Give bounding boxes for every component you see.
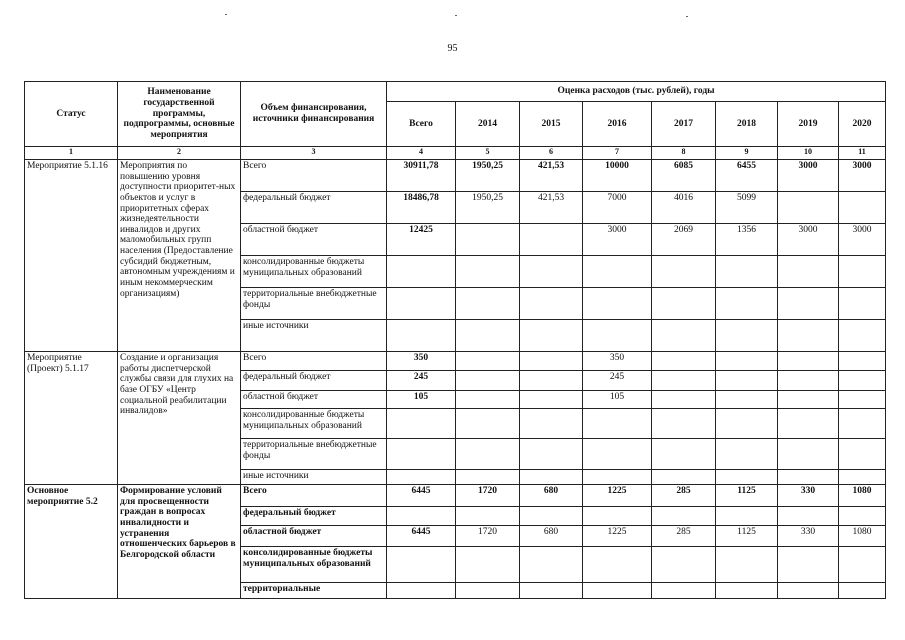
value-cell xyxy=(839,470,886,485)
value-cell: 12425 xyxy=(387,224,456,256)
funding-source-cell: Всего xyxy=(241,485,387,507)
header-year: 2020 xyxy=(839,102,886,147)
value-cell xyxy=(520,547,583,583)
column-number: 9 xyxy=(716,147,778,160)
value-cell xyxy=(387,470,456,485)
value-cell xyxy=(839,409,886,439)
header-name: Наименование государственной программы, подпрограммы, основные мероприятия xyxy=(118,82,241,147)
status-cell: Основное мероприятие 5.2 xyxy=(25,485,118,599)
funding-source-cell: федеральный бюджет xyxy=(241,371,387,391)
value-cell xyxy=(716,320,778,352)
table-row xyxy=(25,485,886,507)
value-cell xyxy=(456,507,520,526)
header-year: 2014 xyxy=(456,102,520,147)
value-cell: 245 xyxy=(583,371,652,391)
header-row xyxy=(25,82,886,102)
column-number: 11 xyxy=(839,147,886,160)
value-cell xyxy=(716,371,778,391)
value-cell: 350 xyxy=(387,352,456,371)
value-cell xyxy=(652,439,716,470)
column-number: 2 xyxy=(118,147,241,160)
scan-speck xyxy=(225,14,227,15)
value-cell: 6445 xyxy=(387,526,456,547)
value-cell xyxy=(652,352,716,371)
value-cell xyxy=(778,439,839,470)
value-cell xyxy=(839,439,886,470)
value-cell xyxy=(387,507,456,526)
value-cell: 1356 xyxy=(716,224,778,256)
value-cell xyxy=(839,371,886,391)
value-cell: 3000 xyxy=(583,224,652,256)
funding-source-cell: областной бюджет xyxy=(241,224,387,256)
column-number: 5 xyxy=(456,147,520,160)
value-cell xyxy=(520,439,583,470)
funding-source-cell: областной бюджет xyxy=(241,391,387,409)
funding-source-cell: территориальные xyxy=(241,583,387,599)
status-cell: Мероприятие (Проект) 5.1.17 xyxy=(25,352,118,485)
activity-name-cell: Формирование условий для просвещенности граждан в вопросах инвалидности и устранения отношенческих барьеров в Белгородской области xyxy=(118,485,241,599)
value-cell: 105 xyxy=(387,391,456,409)
value-cell xyxy=(387,583,456,599)
value-cell: 1080 xyxy=(839,485,886,507)
value-cell: 680 xyxy=(520,526,583,547)
value-cell xyxy=(778,288,839,320)
value-cell xyxy=(716,470,778,485)
value-cell xyxy=(778,391,839,409)
value-cell xyxy=(652,288,716,320)
value-cell xyxy=(839,547,886,583)
value-cell: 4016 xyxy=(652,192,716,224)
funding-source-cell: иные источники xyxy=(241,470,387,485)
value-cell xyxy=(778,352,839,371)
value-cell xyxy=(387,409,456,439)
value-cell xyxy=(456,439,520,470)
value-cell: 3000 xyxy=(778,224,839,256)
funding-source-cell: федеральный бюджет xyxy=(241,507,387,526)
value-cell: 1125 xyxy=(716,485,778,507)
value-cell: 1720 xyxy=(456,485,520,507)
value-cell: 105 xyxy=(583,391,652,409)
value-cell xyxy=(778,547,839,583)
value-cell xyxy=(652,470,716,485)
value-cell: 10000 xyxy=(583,160,652,192)
header-year: 2016 xyxy=(583,102,652,147)
value-cell: 1225 xyxy=(583,526,652,547)
value-cell xyxy=(520,409,583,439)
value-cell: 245 xyxy=(387,371,456,391)
value-cell: 3000 xyxy=(778,160,839,192)
value-cell: 7000 xyxy=(583,192,652,224)
value-cell: 1125 xyxy=(716,526,778,547)
value-cell xyxy=(387,256,456,288)
funding-source-cell: консолидированные бюджеты муниципальных образований xyxy=(241,256,387,288)
value-cell xyxy=(456,352,520,371)
value-cell xyxy=(520,507,583,526)
value-cell xyxy=(652,320,716,352)
value-cell xyxy=(456,320,520,352)
table-row xyxy=(25,160,886,192)
value-cell xyxy=(387,288,456,320)
value-cell xyxy=(520,470,583,485)
value-cell xyxy=(652,371,716,391)
column-number-row xyxy=(25,147,886,160)
value-cell xyxy=(716,547,778,583)
funding-source-cell: иные источники xyxy=(241,320,387,352)
column-number: 3 xyxy=(241,147,387,160)
value-cell xyxy=(456,409,520,439)
funding-source-cell: областной бюджет xyxy=(241,526,387,547)
value-cell xyxy=(778,583,839,599)
value-cell xyxy=(716,391,778,409)
value-cell xyxy=(583,439,652,470)
value-cell xyxy=(520,288,583,320)
value-cell xyxy=(778,409,839,439)
header-year: 2019 xyxy=(778,102,839,147)
value-cell: 330 xyxy=(778,526,839,547)
value-cell xyxy=(778,371,839,391)
column-number: 10 xyxy=(778,147,839,160)
value-cell: 30911,78 xyxy=(387,160,456,192)
value-cell xyxy=(652,409,716,439)
scan-speck xyxy=(455,15,457,16)
funding-source-cell: федеральный бюджет xyxy=(241,192,387,224)
value-cell xyxy=(778,507,839,526)
status-cell: Мероприятие 5.1.16 xyxy=(25,160,118,352)
header-year: 2015 xyxy=(520,102,583,147)
value-cell xyxy=(456,256,520,288)
value-cell xyxy=(583,320,652,352)
value-cell xyxy=(716,352,778,371)
value-cell: 1950,25 xyxy=(456,192,520,224)
funding-source-cell: консолидированные бюджеты муниципальных образований xyxy=(241,409,387,439)
value-cell xyxy=(456,288,520,320)
value-cell: 1720 xyxy=(456,526,520,547)
value-cell xyxy=(716,409,778,439)
value-cell xyxy=(839,256,886,288)
value-cell xyxy=(839,352,886,371)
value-cell xyxy=(456,371,520,391)
table-row xyxy=(25,352,886,371)
budget-body xyxy=(25,160,886,599)
value-cell xyxy=(387,439,456,470)
value-cell: 6085 xyxy=(652,160,716,192)
value-cell xyxy=(456,470,520,485)
value-cell: 3000 xyxy=(839,160,886,192)
value-cell xyxy=(520,391,583,409)
value-cell: 421,53 xyxy=(520,192,583,224)
value-cell: 6455 xyxy=(716,160,778,192)
header-year: 2018 xyxy=(716,102,778,147)
funding-source-cell: Всего xyxy=(241,160,387,192)
value-cell xyxy=(716,439,778,470)
column-number: 1 xyxy=(25,147,118,160)
value-cell xyxy=(839,192,886,224)
value-cell xyxy=(520,320,583,352)
value-cell xyxy=(520,224,583,256)
value-cell: 1080 xyxy=(839,526,886,547)
value-cell xyxy=(652,583,716,599)
value-cell: 680 xyxy=(520,485,583,507)
column-number: 7 xyxy=(583,147,652,160)
value-cell: 5099 xyxy=(716,192,778,224)
value-cell xyxy=(839,320,886,352)
column-number: 4 xyxy=(387,147,456,160)
value-cell: 1950,25 xyxy=(456,160,520,192)
value-cell xyxy=(652,256,716,288)
value-cell xyxy=(583,547,652,583)
value-cell: 350 xyxy=(583,352,652,371)
funding-source-cell: территориальные внебюджетные фонды xyxy=(241,288,387,320)
value-cell xyxy=(839,288,886,320)
value-cell xyxy=(652,547,716,583)
value-cell xyxy=(387,547,456,583)
value-cell xyxy=(387,320,456,352)
column-number: 6 xyxy=(520,147,583,160)
value-cell xyxy=(583,288,652,320)
value-cell xyxy=(456,583,520,599)
header-volume: Объем финансирования, источники финансирования xyxy=(241,82,387,147)
activity-name-cell: Мероприятия по повышению уровня доступности приоритет-ных объектов и услуг в приоритетных сферах жизнедеятельности инвалидов и других маломобильных групп населения (Предоставление субсидий бюджетным, автономным учреждениям и иным некоммерческим организациям) xyxy=(118,160,241,352)
value-cell: 285 xyxy=(652,485,716,507)
value-cell xyxy=(716,256,778,288)
value-cell xyxy=(456,224,520,256)
value-cell: 6445 xyxy=(387,485,456,507)
value-cell xyxy=(778,470,839,485)
value-cell xyxy=(839,507,886,526)
value-cell: 2069 xyxy=(652,224,716,256)
value-cell xyxy=(583,470,652,485)
funding-source-cell: Всего xyxy=(241,352,387,371)
value-cell: 18486,78 xyxy=(387,192,456,224)
header-status: Статус xyxy=(25,82,118,147)
budget-table xyxy=(24,81,886,599)
value-cell: 330 xyxy=(778,485,839,507)
value-cell xyxy=(652,507,716,526)
header-estimate: Оценка расходов (тыс. рублей), годы xyxy=(387,82,886,102)
value-cell xyxy=(520,352,583,371)
value-cell xyxy=(716,507,778,526)
activity-name-cell: Создание и организация работы диспетчерской службы связи для глухих на базе ОГБУ «Центр социальной реабилитации инвалидов» xyxy=(118,352,241,485)
header-year: Всего xyxy=(387,102,456,147)
value-cell xyxy=(456,547,520,583)
value-cell xyxy=(839,391,886,409)
value-cell xyxy=(778,192,839,224)
value-cell xyxy=(520,583,583,599)
value-cell: 285 xyxy=(652,526,716,547)
value-cell: 421,53 xyxy=(520,160,583,192)
value-cell xyxy=(652,391,716,409)
value-cell xyxy=(583,409,652,439)
value-cell xyxy=(583,583,652,599)
value-cell xyxy=(583,507,652,526)
header-year: 2017 xyxy=(652,102,716,147)
page-number: 95 xyxy=(447,43,458,54)
value-cell xyxy=(716,288,778,320)
scan-speck xyxy=(686,16,688,17)
value-cell xyxy=(583,256,652,288)
value-cell xyxy=(839,583,886,599)
value-cell xyxy=(520,371,583,391)
value-cell xyxy=(778,256,839,288)
value-cell xyxy=(716,583,778,599)
value-cell: 3000 xyxy=(839,224,886,256)
funding-source-cell: консолидированные бюджеты муниципальных образований xyxy=(241,547,387,583)
value-cell xyxy=(520,256,583,288)
value-cell: 1225 xyxy=(583,485,652,507)
value-cell xyxy=(778,320,839,352)
value-cell xyxy=(456,391,520,409)
column-number: 8 xyxy=(652,147,716,160)
funding-source-cell: территориальные внебюджетные фонды xyxy=(241,439,387,470)
